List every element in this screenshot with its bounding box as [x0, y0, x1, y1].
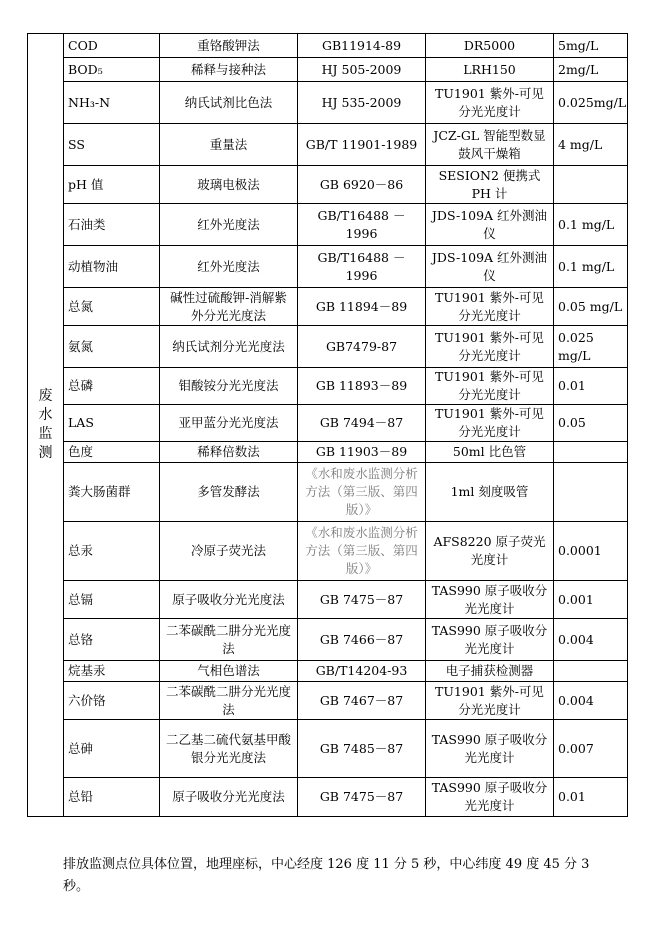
standard-cell: 《水和废水监测分析方法（第三版、第四版）》 — [298, 463, 426, 522]
standard-cell: GB 7475－87 — [298, 581, 426, 619]
instrument-cell: TU1901 紫外-可见分光光度计 — [426, 326, 554, 368]
item-cell: 六价铬 — [64, 682, 160, 720]
item-cell: 色度 — [64, 442, 160, 463]
instrument-cell: AFS8220 原子荧光光度计 — [426, 522, 554, 581]
item-cell: 总汞 — [64, 522, 160, 581]
item-cell: 氨氮 — [64, 326, 160, 368]
method-cell: 钼酸铵分光光度法 — [160, 368, 298, 405]
standard-cell: GB 11894－89 — [298, 288, 426, 326]
instrument-cell: TU1901 紫外-可见分光光度计 — [426, 288, 554, 326]
item-cell: 动植物油 — [64, 246, 160, 288]
instrument-cell: TU1901 紫外-可见分光光度计 — [426, 682, 554, 720]
item-cell: SS — [64, 124, 160, 166]
standard-cell: GB 11903－89 — [298, 442, 426, 463]
table-row — [28, 581, 628, 619]
monitoring-table-container — [27, 33, 627, 817]
item-cell: LAS — [64, 405, 160, 442]
limit-cell: 0.1 mg/L — [554, 204, 628, 246]
instrument-cell: TAS990 原子吸收分光光度计 — [426, 778, 554, 817]
method-cell: 冷原子荧光法 — [160, 522, 298, 581]
table-row — [28, 463, 628, 522]
limit-cell: 0.007 — [554, 720, 628, 778]
standard-cell: GB/T16488 －1996 — [298, 204, 426, 246]
limit-cell: 0.05 mg/L — [554, 288, 628, 326]
limit-cell: 0.025 mg/L — [554, 326, 628, 368]
standard-cell: GB 7467－87 — [298, 682, 426, 720]
instrument-cell: 1ml 刻度吸管 — [426, 463, 554, 522]
item-cell: COD — [64, 34, 160, 58]
method-cell: 稀释倍数法 — [160, 442, 298, 463]
table-row — [28, 204, 628, 246]
table-body — [28, 34, 628, 817]
table-row — [28, 619, 628, 661]
method-cell: 多管发酵法 — [160, 463, 298, 522]
limit-cell: 0.001 — [554, 581, 628, 619]
method-cell: 纳氏试剂分光光度法 — [160, 326, 298, 368]
footnote-location: 排放监测点位具体位置，地理座标，中心经度 126 度 11 分 5 秒，中心纬度 49 度 45 分 3 秒。 — [63, 857, 590, 894]
standard-cell: 《水和废水监测分析方法（第三版、第四版）》 — [298, 522, 426, 581]
monitoring-methods-table — [27, 33, 628, 817]
standard-cell: GB/T 11901-1989 — [298, 124, 426, 166]
instrument-cell: TU1901 紫外-可见分光光度计 — [426, 405, 554, 442]
limit-cell: 0.025mg/L — [554, 82, 628, 124]
standard-cell: GB 11893－89 — [298, 368, 426, 405]
item-cell: BOD₅ — [64, 58, 160, 82]
instrument-cell: SESION2 便携式PH 计 — [426, 166, 554, 204]
limit-cell: 0.01 — [554, 368, 628, 405]
table-row — [28, 682, 628, 720]
instrument-cell: DR5000 — [426, 34, 554, 58]
limit-cell: 0.004 — [554, 619, 628, 661]
standard-cell: GB11914-89 — [298, 34, 426, 58]
category-label: 废水监测 — [38, 388, 53, 461]
standard-cell: HJ 535-2009 — [298, 82, 426, 124]
method-cell: 稀释与接种法 — [160, 58, 298, 82]
instrument-cell: TAS990 原子吸收分光光度计 — [426, 619, 554, 661]
limit-cell — [554, 463, 628, 522]
instrument-cell: JDS-109A 红外测油仪 — [426, 204, 554, 246]
instrument-cell: TAS990 原子吸收分光光度计 — [426, 720, 554, 778]
instrument-cell: 电子捕获检测器 — [426, 661, 554, 682]
item-cell: 总氮 — [64, 288, 160, 326]
item-cell: 石油类 — [64, 204, 160, 246]
method-cell: 纳氏试剂比色法 — [160, 82, 298, 124]
method-cell: 碱性过硫酸钾-消解紫外分光光度法 — [160, 288, 298, 326]
method-cell: 红外光度法 — [160, 204, 298, 246]
instrument-cell: JCZ-GL 智能型数显鼓风干燥箱 — [426, 124, 554, 166]
table-row — [28, 246, 628, 288]
method-cell: 二苯碳酰二肼分光光度法 — [160, 682, 298, 720]
item-cell: 总磷 — [64, 368, 160, 405]
limit-cell: 0.1 mg/L — [554, 246, 628, 288]
limit-cell: 2mg/L — [554, 58, 628, 82]
method-cell: 原子吸收分光光度法 — [160, 778, 298, 817]
table-row — [28, 442, 628, 463]
limit-cell — [554, 442, 628, 463]
item-cell: 总铅 — [64, 778, 160, 817]
instrument-cell: TAS990 原子吸收分光光度计 — [426, 581, 554, 619]
limit-cell — [554, 661, 628, 682]
table-row — [28, 368, 628, 405]
limit-cell: 0.004 — [554, 682, 628, 720]
item-cell: 总铬 — [64, 619, 160, 661]
category-cell — [28, 34, 64, 817]
method-cell: 红外光度法 — [160, 246, 298, 288]
instrument-cell: LRH150 — [426, 58, 554, 82]
standard-cell: GB 7494－87 — [298, 405, 426, 442]
table-row — [28, 34, 628, 58]
item-cell: 烷基汞 — [64, 661, 160, 682]
table-row — [28, 166, 628, 204]
table-row — [28, 778, 628, 817]
limit-cell — [554, 166, 628, 204]
limit-cell: 4 mg/L — [554, 124, 628, 166]
item-cell: pH 值 — [64, 166, 160, 204]
standard-cell: GB 7466－87 — [298, 619, 426, 661]
standard-cell: GB/T14204-93 — [298, 661, 426, 682]
item-cell: NH₃-N — [64, 82, 160, 124]
limit-cell: 5mg/L — [554, 34, 628, 58]
table-row — [28, 661, 628, 682]
table-row — [28, 82, 628, 124]
standard-cell: GB/T16488 －1996 — [298, 246, 426, 288]
method-cell: 原子吸收分光光度法 — [160, 581, 298, 619]
method-cell: 二苯碳酰二肼分光光度法 — [160, 619, 298, 661]
standard-cell: GB7479-87 — [298, 326, 426, 368]
method-cell: 重铬酸钾法 — [160, 34, 298, 58]
standard-cell: HJ 505-2009 — [298, 58, 426, 82]
instrument-cell: 50ml 比色管 — [426, 442, 554, 463]
method-cell: 亚甲蓝分光光度法 — [160, 405, 298, 442]
table-row — [28, 522, 628, 581]
table-row — [28, 288, 628, 326]
item-cell: 总砷 — [64, 720, 160, 778]
standard-cell: GB 7485－87 — [298, 720, 426, 778]
table-row — [28, 58, 628, 82]
method-cell: 气相色谱法 — [160, 661, 298, 682]
item-cell: 总镉 — [64, 581, 160, 619]
instrument-cell: JDS-109A 红外测油仪 — [426, 246, 554, 288]
instrument-cell: TU1901 紫外-可见分光光度计 — [426, 82, 554, 124]
method-cell: 重量法 — [160, 124, 298, 166]
instrument-cell: TU1901 紫外-可见分光光度计 — [426, 368, 554, 405]
standard-cell: GB 6920－86 — [298, 166, 426, 204]
table-row — [28, 124, 628, 166]
table-row — [28, 326, 628, 368]
limit-cell: 0.0001 — [554, 522, 628, 581]
table-row — [28, 720, 628, 778]
standard-cell: GB 7475－87 — [298, 778, 426, 817]
limit-cell: 0.01 — [554, 778, 628, 817]
method-cell: 二乙基二硫代氨基甲酸银分光光度法 — [160, 720, 298, 778]
table-row — [28, 405, 628, 442]
method-cell: 玻璃电极法 — [160, 166, 298, 204]
limit-cell: 0.05 — [554, 405, 628, 442]
item-cell: 粪大肠菌群 — [64, 463, 160, 522]
